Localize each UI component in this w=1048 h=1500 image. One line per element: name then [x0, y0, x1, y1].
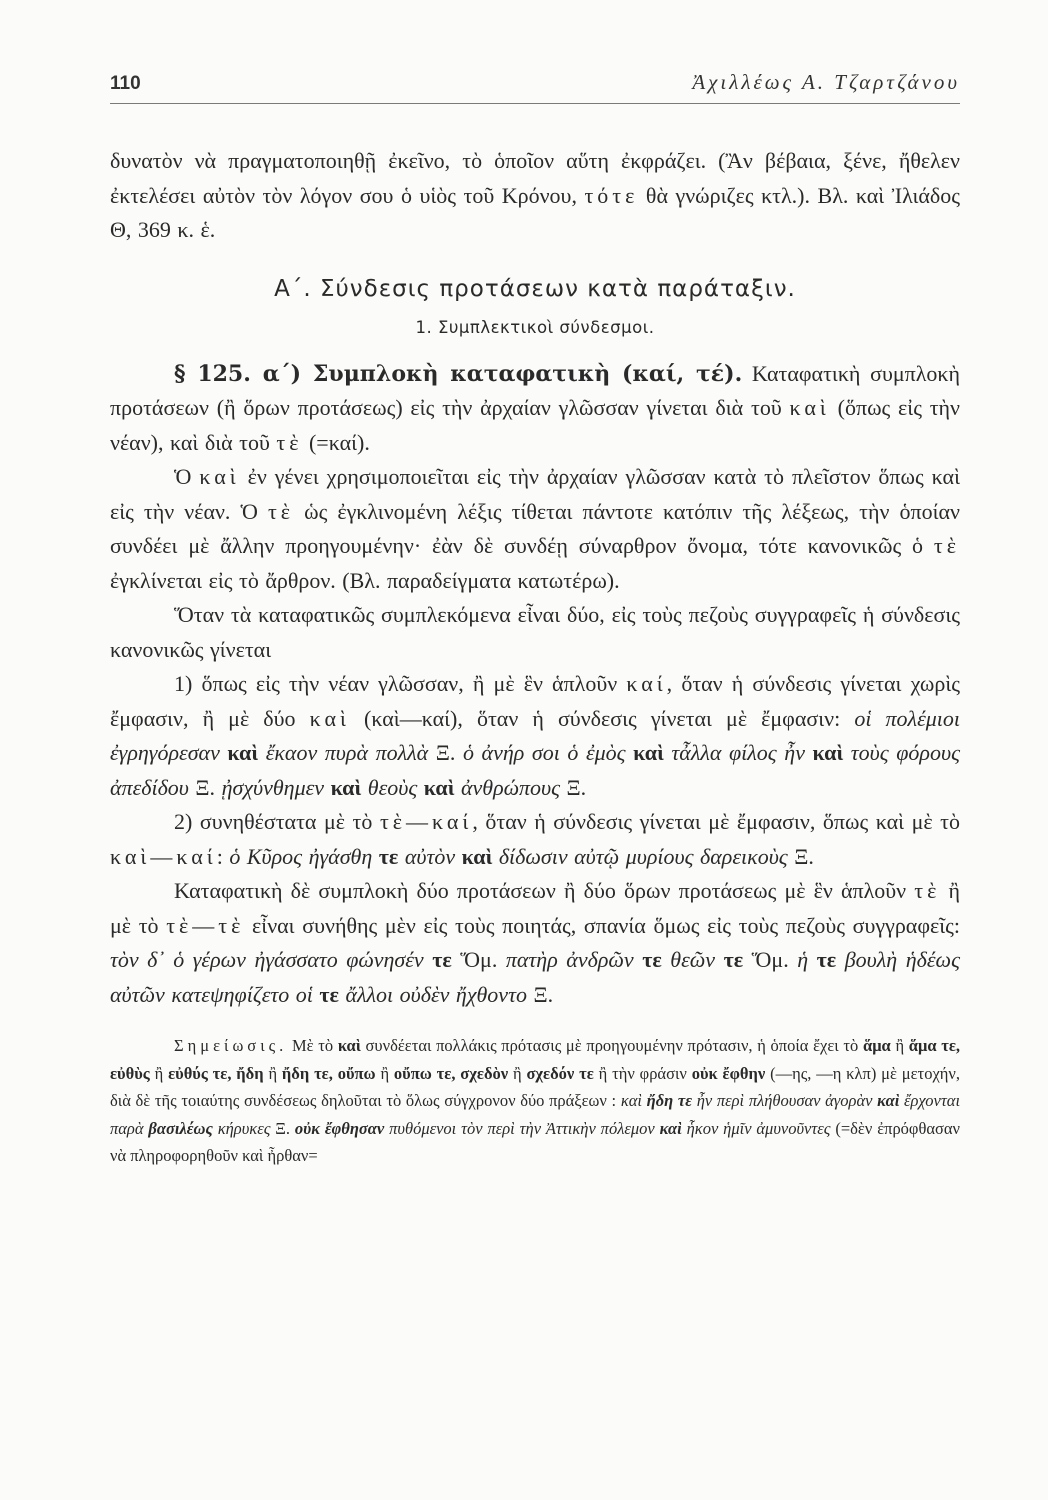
example-bold: βασιλέως — [143, 1118, 218, 1138]
bold-word: ἅμα τε, εὐθὺς — [110, 1036, 960, 1083]
example-bold: καὶ — [324, 774, 368, 800]
citation: Ξ. — [188, 774, 222, 800]
example-text: ἀνθρώπους — [460, 774, 561, 800]
spaced-word: τὲ — [914, 878, 941, 903]
example-text: ὁ Κῦρος ἠγάσθη — [229, 843, 373, 869]
running-title: Ἀχιλλέως Α. Τζαρτζάνου — [692, 70, 960, 94]
example-text: βουλὴ ἡδέως αὐτῶν κατεψηφίζετο οἱ — [110, 947, 961, 1007]
bold-word: ἅμα — [862, 1036, 891, 1055]
text-run: θὰ γνώριζες κτλ.). Βλ. καὶ Ἰλιάδος Θ, 369 κ. ἑ. — [110, 182, 960, 242]
example-text: κήρυκες — [217, 1118, 271, 1138]
text-run: ἢ — [375, 1063, 394, 1083]
example-text: ὁ ἀνήρ σοι ὁ ἐμὸς — [462, 740, 626, 765]
example-text: αὐτὸν — [404, 843, 456, 869]
text-run: Ὁ — [174, 464, 200, 489]
bold-word: καὶ — [337, 1036, 361, 1055]
example-bold: καὶ — [625, 740, 672, 765]
example-text: οἱ πολέμιοι ἐγρηγόρεσαν — [110, 705, 961, 765]
spaced-word: τὲ—τὲ — [166, 912, 245, 938]
text-run: ἢ — [890, 1036, 909, 1055]
example-text: τὸν δ᾿ ὁ γέρων ἠγάσσατο φώνησέν — [110, 947, 424, 972]
citation: Ὅμ. — [751, 947, 798, 972]
bold-word: οὔπω τε, σχεδὸν — [393, 1063, 509, 1083]
text-run: (—ης, —η κλπ) μὲ μετοχήν, διὰ δὲ τῆς τοιαύτης συνδέσεως δηλοῦται τὸ ὅλως σύγχρονον δύο πράξεων : — [110, 1063, 960, 1110]
example-bold: τε — [372, 843, 405, 869]
page — [110, 70, 960, 1170]
text-run: : — [216, 843, 230, 869]
example-text: ἧκον ἡμῖν ἀμυνοῦντες — [681, 1118, 831, 1138]
paragraph-heading: § 125. α΄) Συμπλοκὴ καταφατικὴ (καί, τέ). — [174, 360, 743, 387]
page-number: 110 — [110, 73, 141, 94]
bold-word: ἤδη τε, οὔπω — [281, 1063, 376, 1083]
citation: Ξ. — [428, 740, 463, 765]
paragraph-o-kai — [110, 460, 960, 598]
text-run: ἐν γένει χρησιμοποιεῖται εἰς τὴν ἀρχαίαν γλῶσσαν κατὰ τὸ πλεῖστον ὅπως καὶ εἰς τὴν νέαν. Ὁ — [110, 464, 960, 524]
text-run: ἢ τὴν φράσιν — [593, 1063, 692, 1083]
example-text: τοὺς φόρους ἀπεδίδου — [110, 740, 960, 800]
page-header — [110, 70, 960, 104]
example-bold: ἤδη τε — [642, 1091, 697, 1110]
example-text: ἔρχονται παρὰ — [110, 1091, 961, 1138]
example-bold: τε — [423, 947, 461, 972]
spaced-word: καὶ — [309, 705, 350, 731]
paragraph-125 — [110, 357, 960, 461]
example-bold: οὐκ ἔφθησαν — [294, 1118, 385, 1138]
text-run: ὡς ἐγκλινομένη λέξις τίθεται πάντοτε κατόπιν τῆς λέξεως, τὴν ὁποίαν συνδέει μὲ ἄλλην προηγουμένην· ἐὰν δὲ συνδέῃ σύναρθρον ὄνομα, τότε κανονικῶς ὁ — [110, 498, 960, 558]
spaced-word: τότε — [584, 182, 639, 208]
example-text: ἔκαον πυρὰ πολλὰ — [265, 740, 429, 765]
spaced-word: τὲ — [276, 429, 303, 455]
spaced-word: τὲ—καί — [379, 809, 473, 834]
example-text: τἆλλα φίλος ἦν — [671, 740, 805, 765]
paragraph-kataf — [110, 874, 960, 1012]
example-bold: καὶ — [219, 740, 266, 765]
subsection-title: 1. Συμπλεκτικοὶ σύνδεσμοι. — [415, 317, 655, 337]
spaced-word: καί — [626, 671, 667, 696]
spaced-word: τὲ — [267, 498, 295, 524]
text-run: (=δὲν ἐπρόφθασαν νὰ πληροφορηθοῦν καὶ ἦρθαν= — [110, 1118, 961, 1165]
bold-word: σχεδόν τε — [526, 1063, 594, 1083]
example-text: καὶ — [620, 1091, 642, 1110]
example-bold: τε — [633, 947, 671, 972]
text-run: ἢ — [263, 1063, 282, 1083]
text-run: 1) ὅπως εἰς τὴν νέαν γλῶσσαν, ἢ μὲ ἓν ἁπλοῦν — [174, 671, 627, 696]
text-run: δυνατὸν νὰ πραγματοποιηθῇ ἐκεῖνο, τὸ ὁποῖον αὕτη ἐκφράζει. (Ἂν βέβαια, ξένε, ἤθελεν ἐκτελέσει αὐτὸν τὸν λόγον σου ὁ υἱὸς τοῦ Κρόνου, — [110, 148, 960, 208]
citation: Ξ. — [526, 981, 554, 1007]
text-run: 2) συνηθέστατα μὲ τὸ — [174, 809, 380, 834]
citation: Ξ. — [270, 1118, 295, 1138]
text-run: εἶναι συνήθης μὲν εἰς τοὺς ποιητάς, σπανία ὅμως εἰς τοὺς πεζοὺς συγγραφεῖς: — [244, 912, 961, 938]
paragraph-otan: Ὅταν τὰ καταφατικῶς συμπλεκόμενα εἶναι δύο, εἰς τοὺς πεζοὺς συγγραφεῖς ἡ σύνδεσις κανονικῶς γίνεται — [110, 602, 960, 662]
example-text: δίδωσιν αὐτῷ μυρίους δαρεικοὺς — [498, 843, 788, 869]
example-bold: τε — [808, 947, 845, 972]
text-run: Καταφατικὴ συμπλοκὴ προτάσεων (ἢ ὅρων προτάσεως) εἰς τὴν ἀρχαίαν γλῶσσαν γίνεται διὰ τοῦ — [110, 360, 960, 420]
note-label: Σημείωσις. — [174, 1036, 288, 1055]
text-run: Καταφατικὴ δὲ συμπλοκὴ δύο προτάσεων ἢ δύο ὅρων προτάσεως μὲ ἓν ἁπλοῦν — [174, 878, 915, 903]
example-text: πατὴρ ἀνδρῶν — [505, 947, 634, 972]
example-bold: τε — [715, 947, 752, 972]
text-run: , ὅταν ἡ σύνδεσις γίνεται μὲ ἔμφασιν, ὅπως καὶ μὲ τὸ — [472, 809, 960, 834]
citation: Ξ. — [560, 774, 587, 800]
text-run: ἢ — [508, 1063, 527, 1083]
spaced-word: καὶ—καί — [110, 843, 217, 869]
example-text: ᾐσχύνθημεν — [221, 774, 325, 800]
example-text: θεοὺς — [367, 774, 418, 800]
text-run: συνδέεται πολλάκις πρότασις μὲ προηγουμένην πρότασιν, ἡ ὁποία ἔχει τὸ — [360, 1036, 863, 1055]
note-paragraph — [110, 1032, 960, 1170]
section-title: Α΄. Σύνδεσις προτάσεων κατὰ παράταξιν. — [274, 275, 796, 302]
text-run: ἢ μὲ τὸ — [110, 878, 960, 938]
example-bold: καὶ — [455, 843, 499, 869]
citation: Ξ. — [787, 843, 814, 869]
text-run: Μὲ τὸ — [287, 1036, 338, 1055]
bold-word: οὐκ ἔφθην — [691, 1063, 766, 1083]
spaced-word: τὲ — [933, 533, 960, 558]
lead-paragraph — [110, 144, 960, 248]
text-run: (=καί). — [302, 429, 370, 455]
example-text: πυθόμενοι τὸν περὶ τὴν Ἀττικὴν πόλεμον — [384, 1118, 660, 1138]
text-run: ἐγκλίνεται εἰς τὸ ἄρθρον. (Βλ. παραδείγματα κατωτέρω). — [110, 567, 620, 593]
text-run: (καὶ—καί), ὅταν ἡ σύνδεσις γίνεται μὲ ἔμφασιν: — [349, 705, 855, 731]
example-text: θεῶν — [670, 947, 716, 972]
example-text: ἄλλοι οὐδὲν ἤχθοντο — [345, 981, 527, 1007]
example-text: ἦν περὶ πλήθουσαν ἀγορὰν — [696, 1091, 873, 1110]
list-item-1 — [110, 667, 960, 805]
citation: Ὅμ. — [460, 947, 506, 972]
example-bold: καὶ — [659, 1118, 682, 1138]
text-run: , ὅταν ἡ σύνδεσις γίνεται χωρὶς ἔμφασιν, ἢ μὲ δύο — [110, 671, 960, 731]
spaced-word: καὶ — [199, 464, 240, 489]
example-bold: καὶ — [804, 740, 851, 765]
list-item-2 — [110, 805, 960, 874]
example-text: ἡ — [797, 947, 809, 972]
example-bold: τε — [312, 981, 346, 1007]
example-bold: καὶ — [872, 1091, 904, 1110]
example-bold: καὶ — [417, 774, 461, 800]
bold-word: εὐθύς τε, ἤδη — [168, 1063, 264, 1083]
text-run: (ὅπως εἰς τὴν νέαν), καὶ διὰ τοῦ — [110, 395, 961, 455]
spaced-word: καὶ — [789, 395, 830, 420]
text-run: ἢ — [149, 1063, 169, 1083]
